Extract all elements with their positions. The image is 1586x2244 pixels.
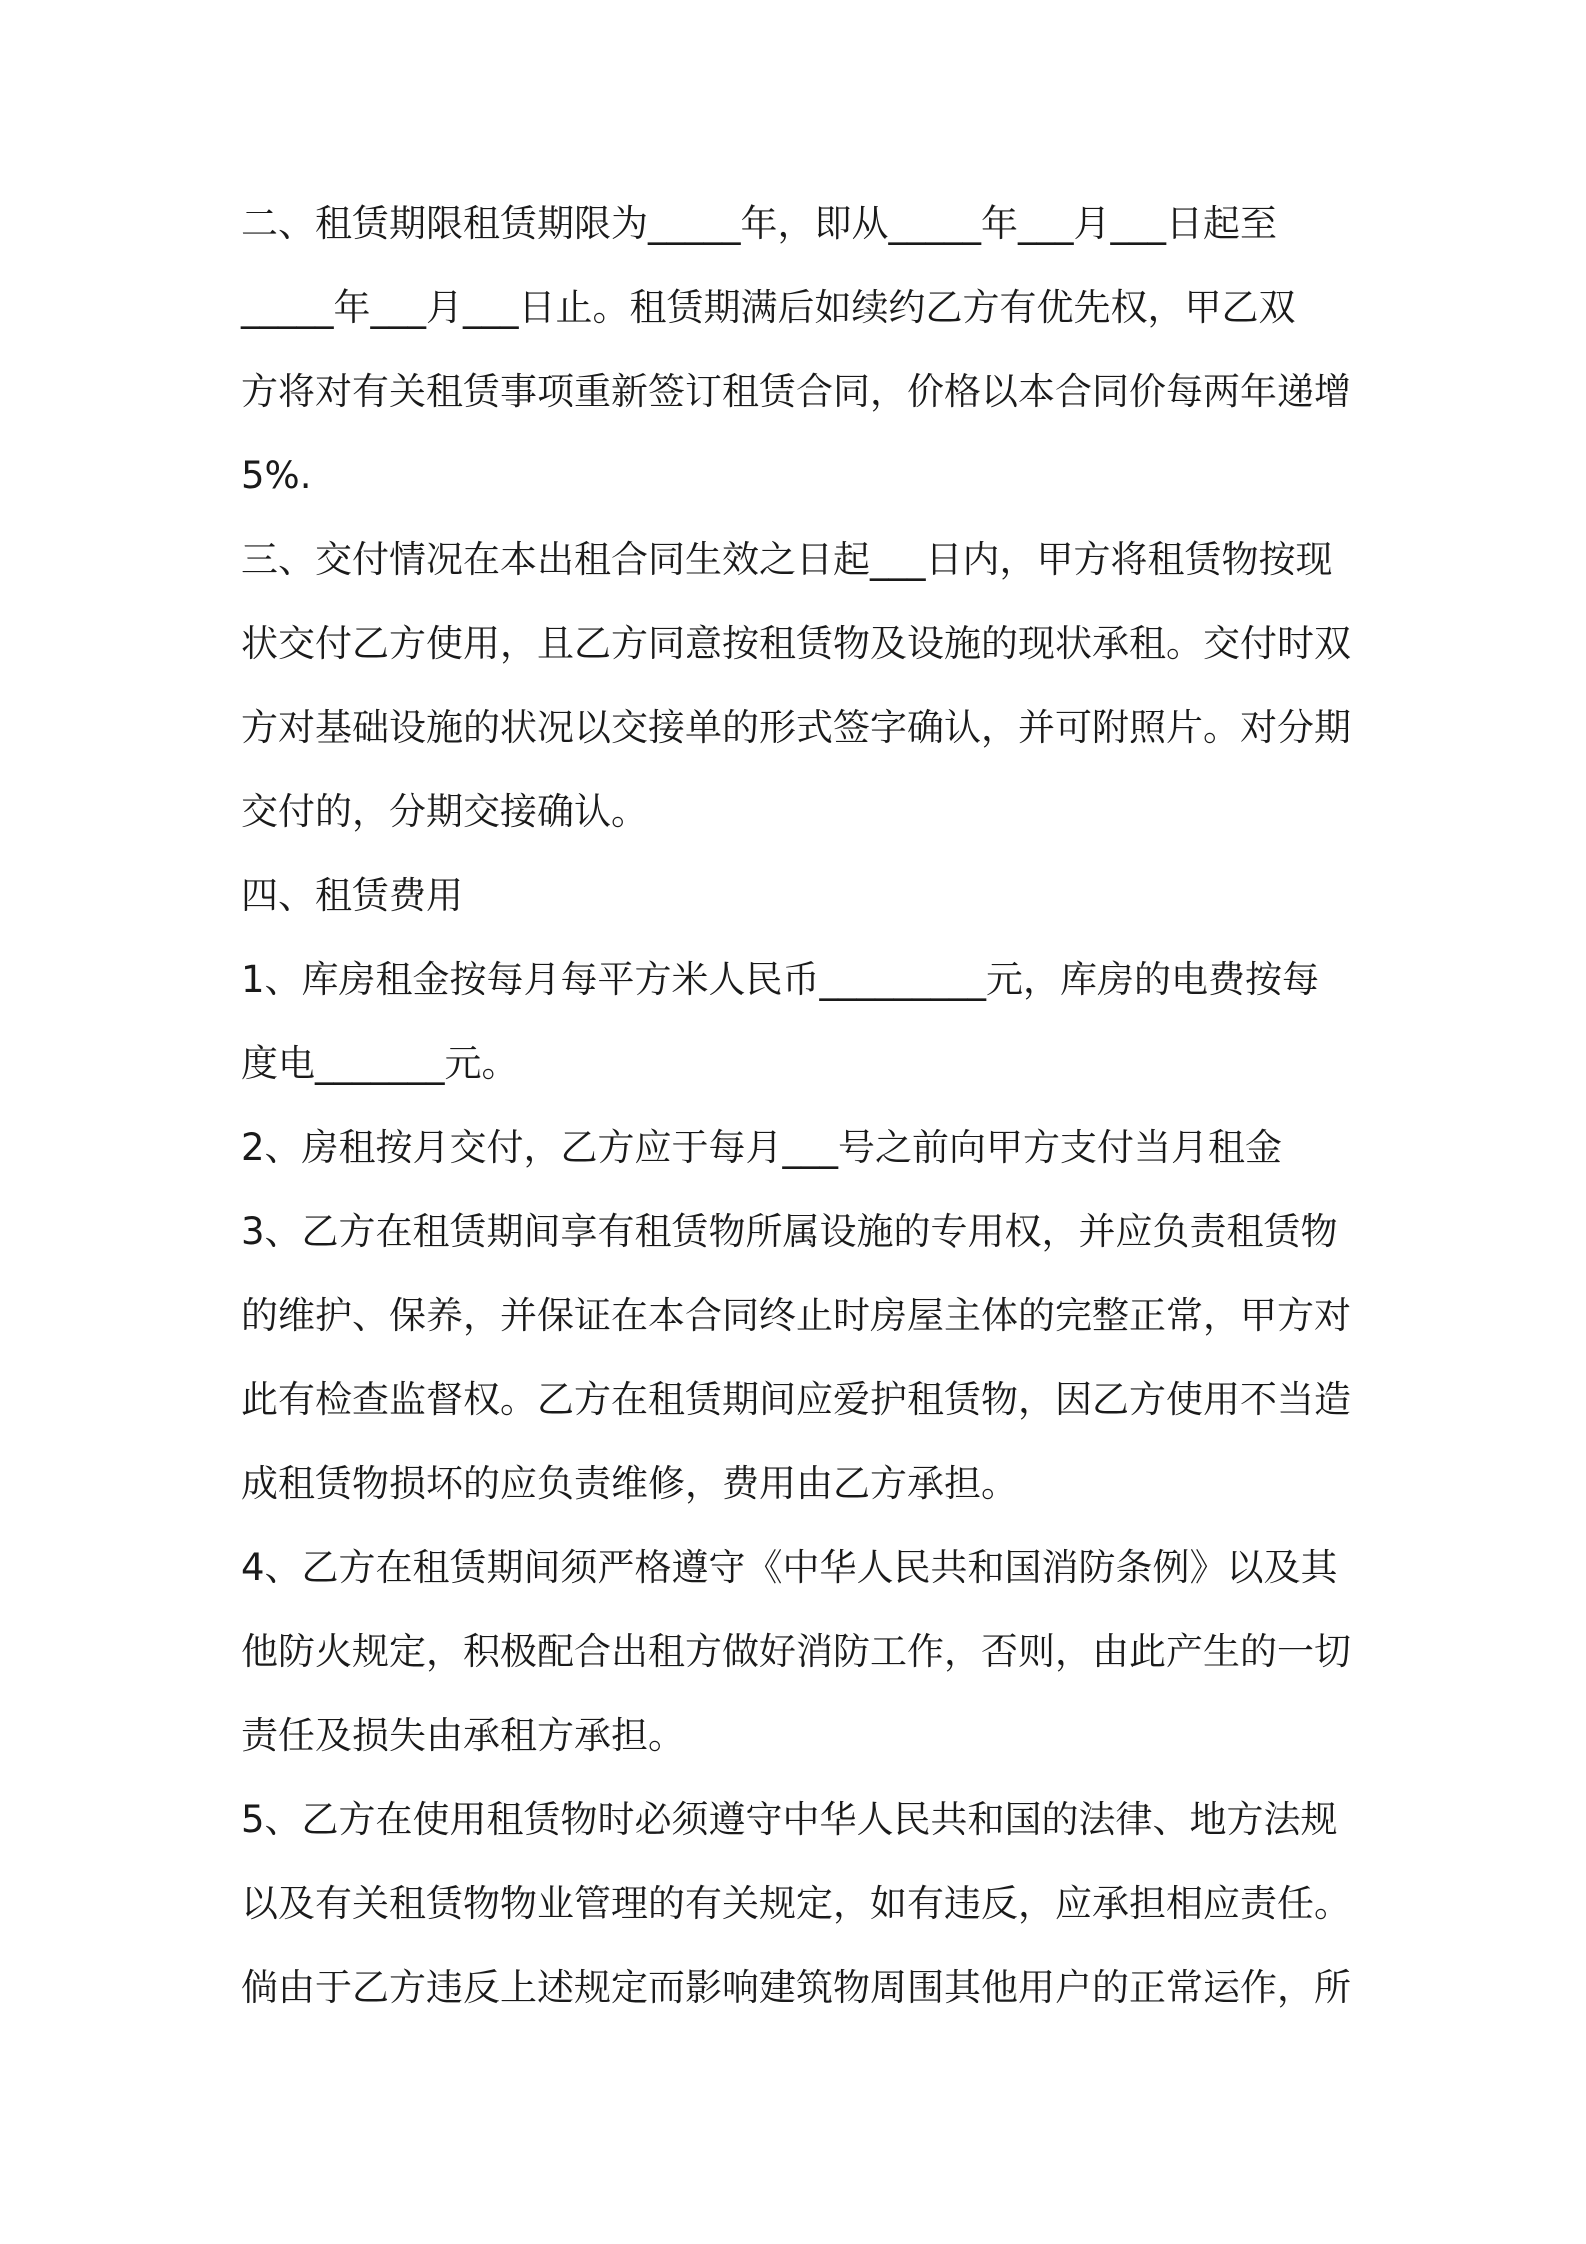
text-line: 以及有关租赁物物业管理的有关规定，如有违反，应承担相应责任。 [241,1882,1351,1925]
text-line: 方将对有关租赁事项重新签订租赁合同，价格以本合同价每两年递增 [241,370,1351,413]
text-line: 5%. [241,454,312,497]
text-line: _____年___月___日止。租赁期满后如续约乙方有优先权，甲乙双 [241,286,1296,329]
text-line: 方对基础设施的状况以交接单的形式签字确认，并可附照片。对分期 [241,706,1351,749]
text-line: 3、乙方在租赁期间享有租赁物所属设施的专用权，并应负责租赁物 [241,1210,1338,1253]
text-line: 二、租赁期限租赁期限为_____年，即从_____年___月___日起至 [241,202,1277,245]
text-line: 三、交付情况在本出租合同生效之日起___日内，甲方将租赁物按现 [241,538,1333,581]
text-line: 状交付乙方使用，且乙方同意按租赁物及设施的现状承租。交付时双 [241,622,1351,665]
text-line: 的维护、保养，并保证在本合同终止时房屋主体的完整正常，甲方对 [241,1294,1351,1337]
text-line: 此有检查监督权。乙方在租赁期间应爱护租赁物，因乙方使用不当造 [241,1378,1351,1421]
text-line: 2、房租按月交付，乙方应于每月___号之前向甲方支付当月租金 [241,1126,1283,1169]
text-line: 倘由于乙方违反上述规定而影响建筑物周围其他用户的正常运作，所 [241,1966,1351,2009]
text-line: 5、乙方在使用租赁物时必须遵守中华人民共和国的法律、地方法规 [241,1798,1338,1841]
text-line: 他防火规定，积极配合出租方做好消防工作，否则，由此产生的一切 [241,1630,1351,1673]
text-line: 责任及损失由承租方承担。 [241,1714,685,1757]
text-line: 度电_______元。 [241,1042,519,1085]
section-heading: 四、租赁费用 [241,874,463,917]
text-line: 1、库房租金按每月每平方米人民币_________元，库房的电费按每 [241,958,1320,1001]
text-line: 4、乙方在租赁期间须严格遵守《中华人民共和国消防条例》以及其 [241,1546,1338,1589]
text-line: 交付的，分期交接确认。 [241,790,648,833]
text-line: 成租赁物损坏的应负责维修，费用由乙方承担。 [241,1462,1018,1505]
